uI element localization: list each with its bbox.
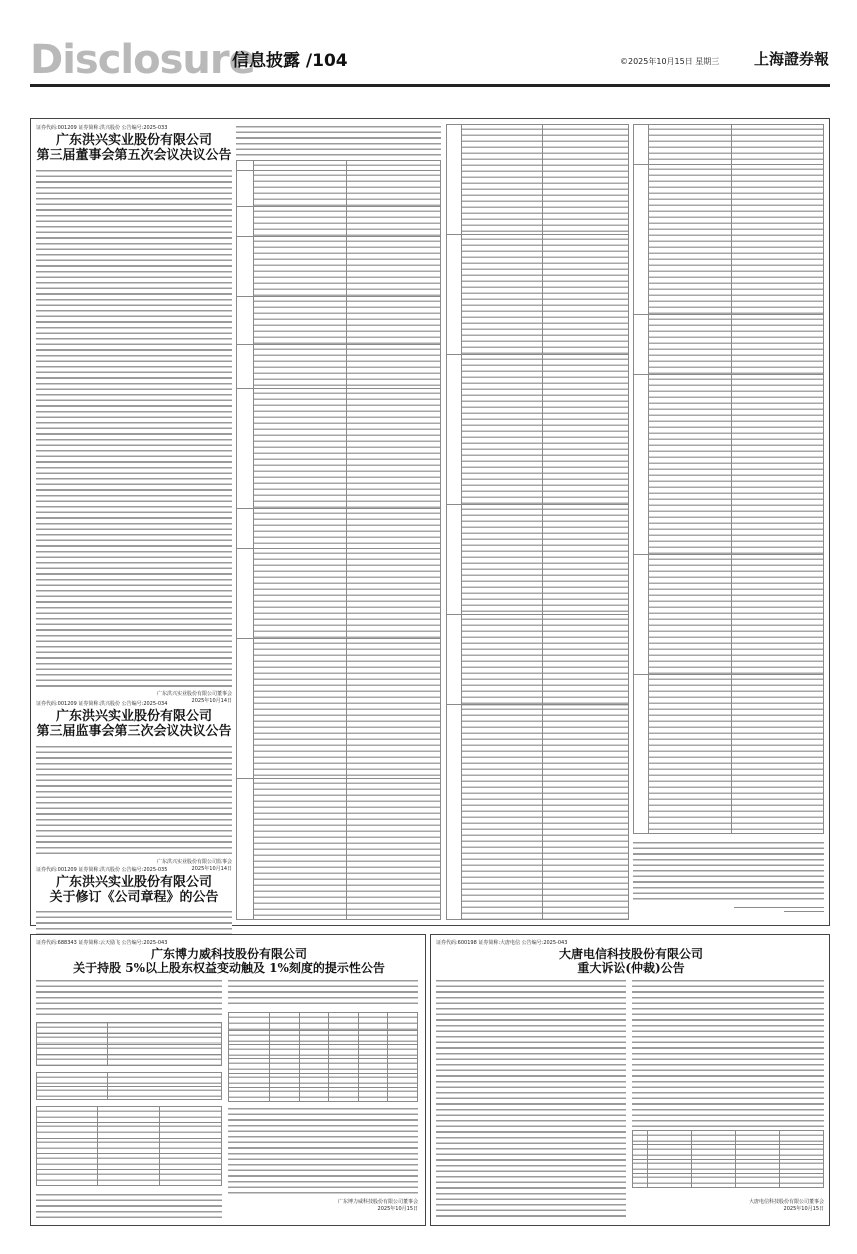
notice-d-text-right [228, 978, 418, 1008]
notice-d-text-right-bottom [228, 1106, 418, 1196]
notice-company-name: 广东博力威科技股份有限公司 [150, 947, 307, 961]
notice-d-text-left [36, 978, 222, 1018]
notice-c-signature [633, 904, 824, 918]
notice-d-info-table-3 [36, 1106, 222, 1186]
notice-date: 2025年10月15日 [377, 1206, 418, 1212]
section-title: 信息披露 /104 [232, 51, 348, 71]
amendment-intro-text [236, 124, 441, 158]
notice-signature: 广东洪兴实业股份有限公司监事会 [156, 858, 232, 865]
notice-supervisor-resolution [36, 700, 232, 872]
notice-articles-amendment [36, 866, 232, 937]
publication-date: ©2025年10月15日 星期三 [620, 57, 720, 66]
notice-date: 2025年10月14日 [191, 865, 232, 872]
notice-code-line: 证券代码:001209 证券简称:洪兴股份 公告编号:2025-034 [36, 701, 168, 707]
notice-title: 第三届董事会第五次会议决议公告 [36, 147, 232, 163]
notice-body-text [36, 909, 232, 937]
notice-company-name: 广东洪兴实业股份有限公司 [55, 133, 212, 148]
notice-d-shareholding-table [228, 1012, 418, 1102]
brand-logo: Disclosure [30, 37, 255, 83]
notice-body-text [36, 744, 232, 856]
notice-d-text-left-bottom [36, 1192, 222, 1218]
notice-d-info-table-1 [36, 1022, 222, 1066]
notice-e-litigation-table [632, 1130, 824, 1188]
notice-e-signature-block [632, 1198, 824, 1212]
notice-board-resolution [36, 124, 232, 704]
notice-litigation [436, 939, 826, 976]
amendment-table-1 [236, 160, 441, 920]
notice-signature: 大唐电信科技股份有限公司董事会 [748, 1199, 824, 1205]
notice-d-signature-block [228, 1198, 418, 1212]
amendment-closing-text [633, 840, 824, 900]
amendment-table-2 [446, 124, 629, 920]
notice-title: 关于修订《公司章程》的公告 [49, 889, 219, 905]
notice-company-name: 大唐电信科技股份有限公司 [558, 947, 703, 961]
notice-signature: 广东博力威科技股份有限公司董事会 [337, 1199, 418, 1205]
notice-shareholding-change [36, 939, 422, 976]
newspaper-name: 上海證券報 [754, 50, 830, 68]
masthead [30, 38, 830, 87]
notice-e-text-left [436, 978, 626, 1218]
notice-code-line: 证券代码:600198 证券简称:大唐电信 公告编号:2025-043 [436, 940, 568, 946]
notice-signature: 广东洪兴实业股份有限公司董事会 [156, 690, 232, 697]
notice-code-line: 证券代码:688343 证券简称:云天励飞 公告编号:2025-043 [36, 940, 168, 946]
notice-code-line: 证券代码:001209 证券简称:洪兴股份 公告编号:2025-035 [36, 867, 168, 873]
notice-code-line: 证券代码:001209 证券简称:洪兴股份 公告编号:2025-033 [36, 125, 168, 131]
notice-d-info-table-2 [36, 1072, 222, 1100]
notice-title: 第三届监事会第三次会议决议公告 [36, 723, 232, 739]
notice-company-name: 广东洪兴实业股份有限公司 [55, 709, 212, 724]
notice-title: 关于持股 5%以上股东权益变动触及 1%刻度的提示性公告 [73, 960, 385, 975]
notice-date: 2025年10月14日 [191, 697, 232, 704]
notice-title: 重大诉讼(仲裁)公告 [577, 960, 685, 975]
notice-date: 2025年10月15日 [783, 1206, 824, 1212]
notice-e-text-right [632, 978, 824, 1128]
notice-company-name: 广东洪兴实业股份有限公司 [55, 875, 212, 890]
notice-body-text [36, 168, 232, 688]
amendment-table-3 [633, 124, 824, 834]
